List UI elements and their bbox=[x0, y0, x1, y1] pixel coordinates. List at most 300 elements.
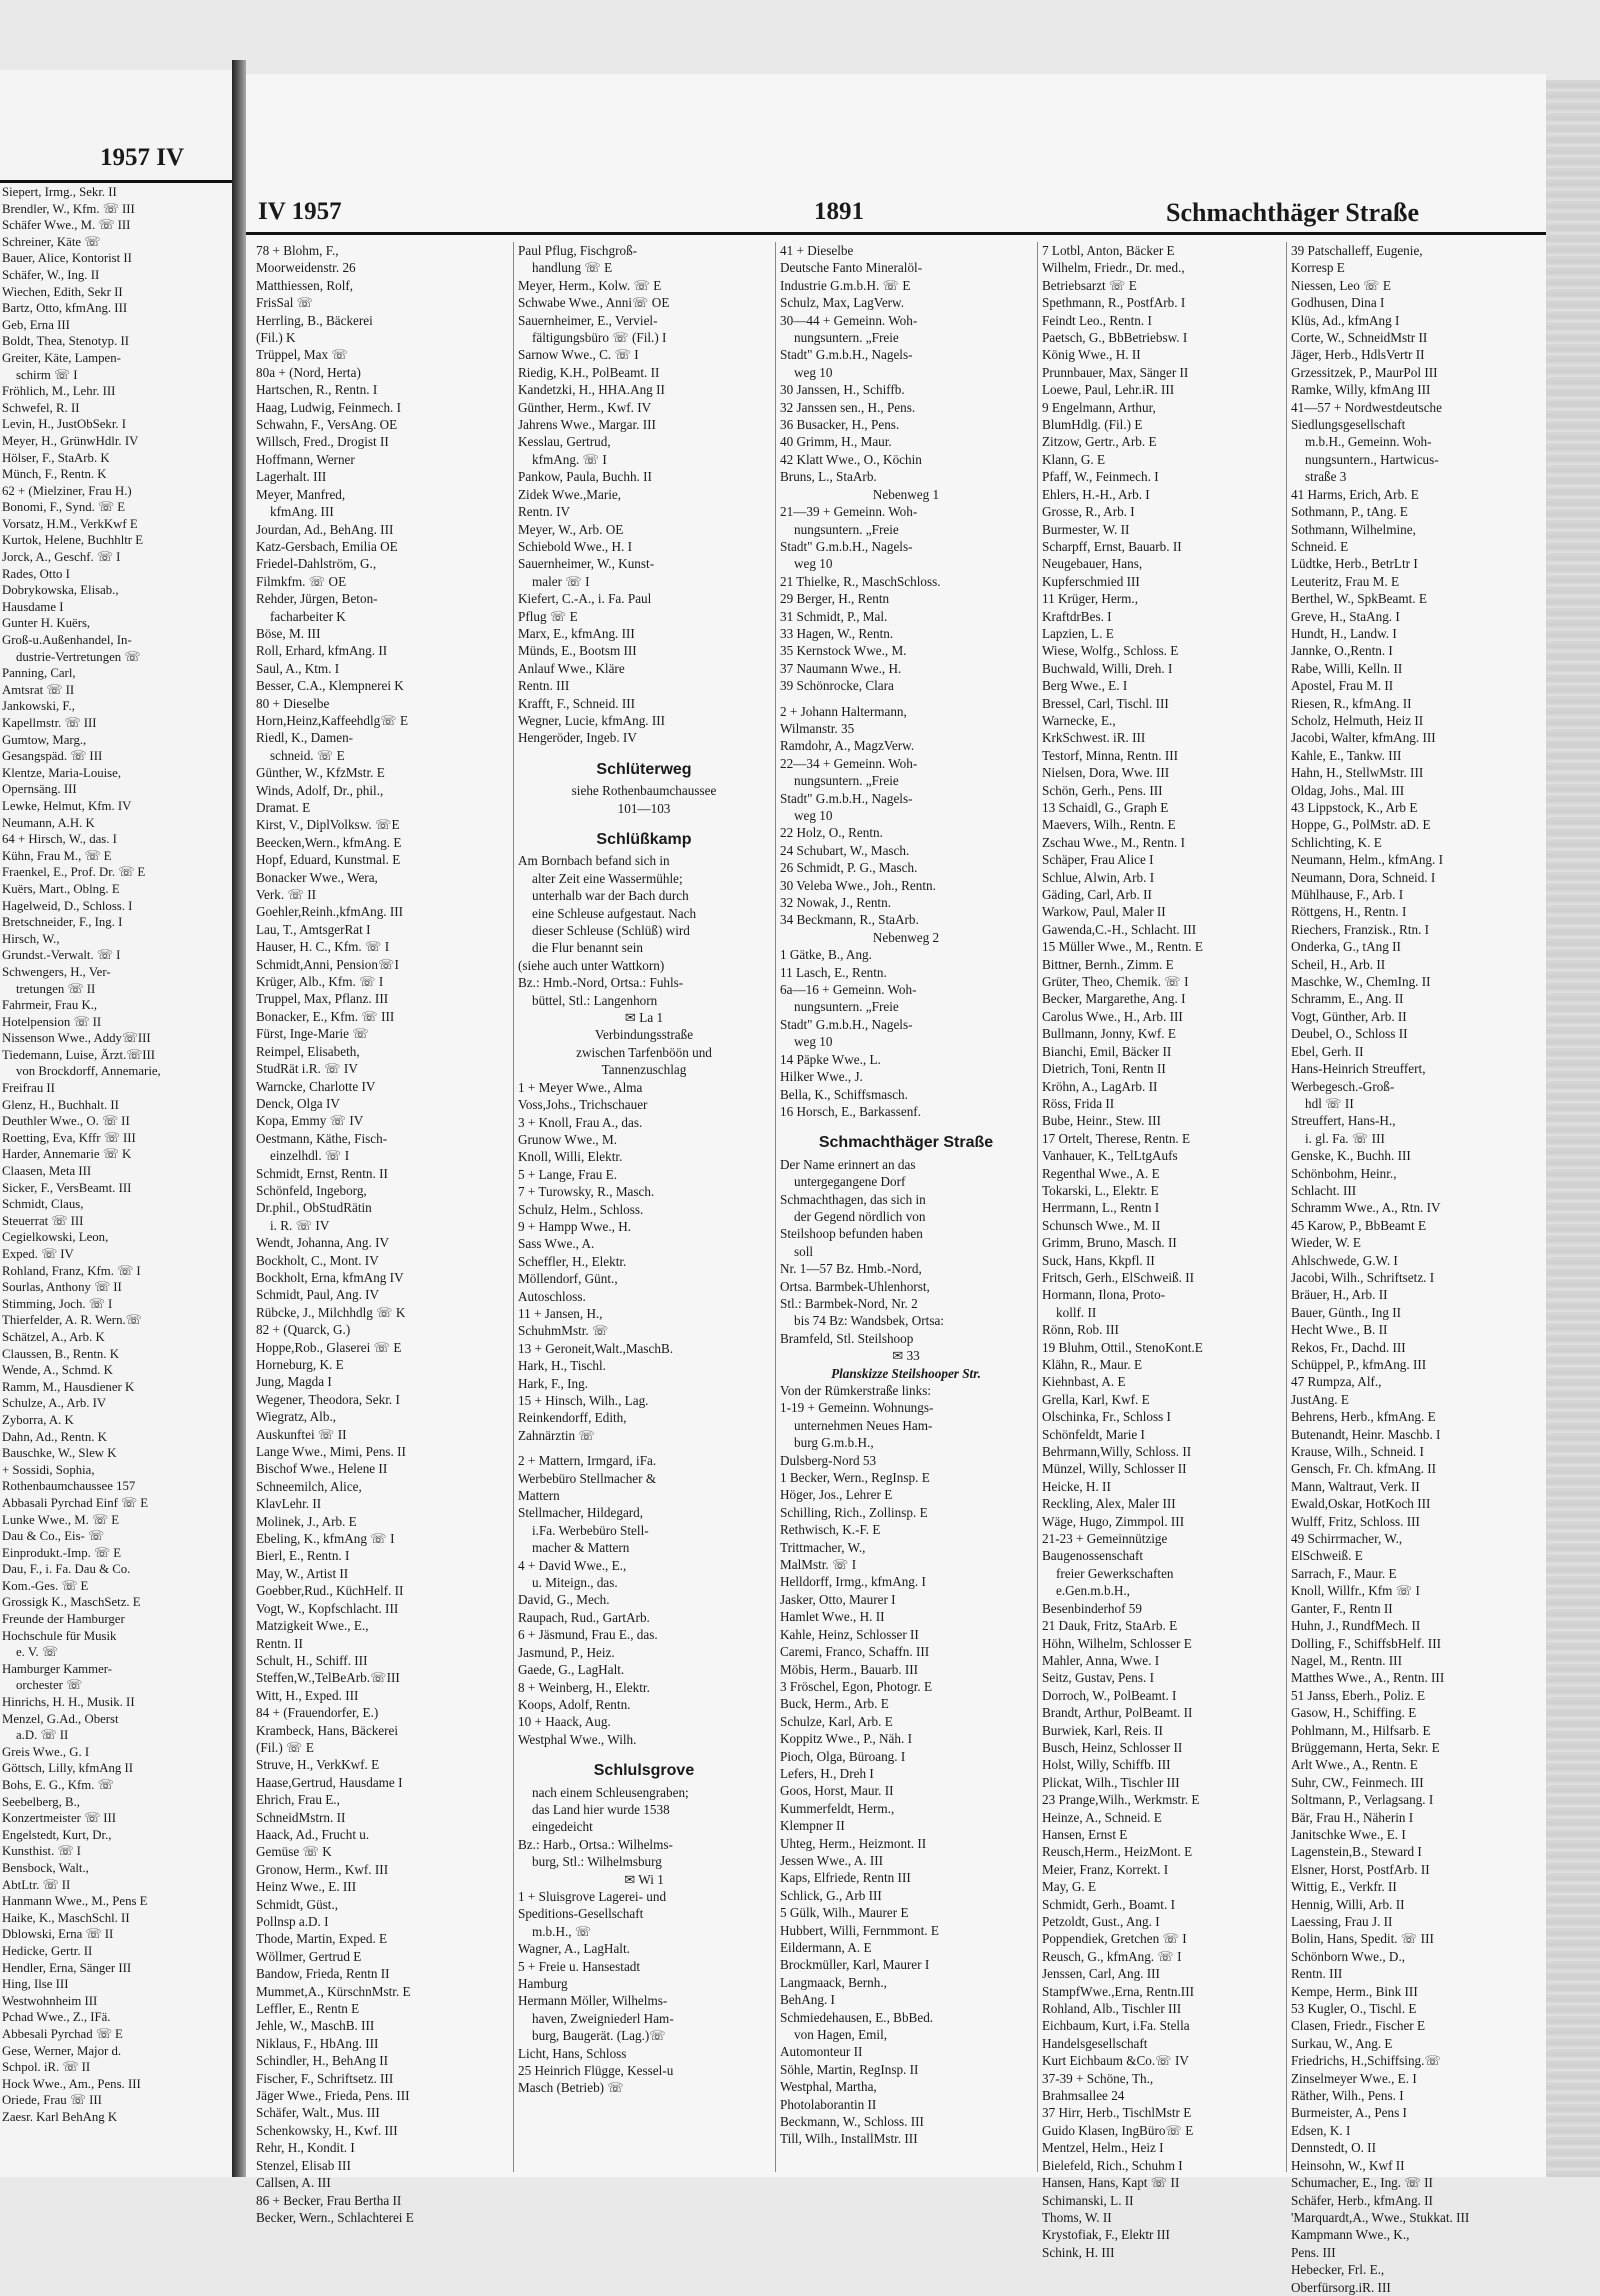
house-number-entry: 21—39 + Gemeinn. Woh- bbox=[780, 504, 918, 520]
resident-entry: Bonacker Wwe., Wera, bbox=[256, 869, 378, 885]
left-page-column bbox=[2, 184, 228, 2174]
resident-entry: Einprodukt.-Imp. ☏ E bbox=[2, 1545, 122, 1560]
resident-entry: Krause, Wilh., Schneid. I bbox=[1291, 1444, 1424, 1460]
resident-entry: Oldag, Johs., Mal. III bbox=[1291, 782, 1405, 798]
resident-entry: Hamburg bbox=[518, 1976, 568, 1991]
resident-entry: Auskunftei ☏ II bbox=[256, 1426, 347, 1442]
resident-entry: e. V. ☏ bbox=[16, 1645, 58, 1660]
resident-entry: Gunter H. Kuërs, bbox=[2, 616, 91, 631]
resident-entry: Niessen, Leo ☏ E bbox=[1291, 277, 1391, 293]
resident-entry: Becker, Margarethe, Ang. I bbox=[1042, 991, 1186, 1007]
resident-entry: Bz.: Harb., Ortsa.: Wilhelms- bbox=[518, 1836, 673, 1852]
resident-entry: Böse, M. III bbox=[256, 625, 321, 641]
resident-entry: Knoll, Willi, Elektr. bbox=[518, 1149, 623, 1165]
resident-entry: Wilmanstr. 35 bbox=[780, 720, 855, 736]
resident-entry: Räther, Wilh., Pens. I bbox=[1291, 2088, 1404, 2104]
resident-entry: Kummerfeldt, Herm., bbox=[780, 1800, 895, 1816]
resident-entry: Menzel, G.Ad., Oberst bbox=[2, 1711, 119, 1726]
resident-entry: Wende, A., Schmd. K bbox=[2, 1363, 113, 1378]
resident-entry: Behrens, Herb., kfmAng. E bbox=[1291, 1409, 1436, 1425]
resident-entry: Janitschke Wwe., E. I bbox=[1291, 1826, 1406, 1842]
resident-entry: Bräuer, H., Arb. II bbox=[1291, 1287, 1388, 1303]
house-number-entry: 53 Kugler, O., Tischl. E bbox=[1291, 2001, 1417, 2017]
resident-entry: Bullmann, Jonny, Kwf. E bbox=[1042, 1026, 1176, 1042]
resident-entry: Kaps, Elfriede, Rentn III bbox=[780, 1870, 911, 1886]
resident-entry: Schmidt, Paul, Ang. IV bbox=[256, 1287, 380, 1303]
resident-entry: Grunow Wwe., M. bbox=[518, 1131, 618, 1147]
resident-entry: Schwefel, R. II bbox=[2, 400, 80, 415]
resident-entry: Kunsthist. ☏ I bbox=[2, 1844, 81, 1859]
resident-entry: Rohland, Alb., Tischler III bbox=[1042, 2001, 1182, 2017]
resident-entry: Mentzel, Helm., Heiz I bbox=[1042, 2140, 1164, 2156]
resident-entry: Stellmacher, Hildegard, bbox=[518, 1505, 644, 1521]
house-number-entry: 80 + Dieselbe bbox=[256, 695, 330, 711]
section-gap bbox=[518, 1444, 770, 1452]
resident-entry: Oberfürsorg.iR. III bbox=[1291, 2279, 1391, 2295]
resident-entry: Rübcke, J., Milchhdlg ☏ K bbox=[256, 1304, 406, 1320]
resident-entry: Prunnbauer, Max, Sänger II bbox=[1042, 364, 1189, 380]
resident-entry: BlumHdlg. (Fil.) E bbox=[1042, 417, 1143, 433]
resident-entry: weg 10 bbox=[794, 1034, 833, 1050]
resident-entry: Roll, Erhard, kfmAng. II bbox=[256, 643, 388, 659]
resident-entry: Hausdame I bbox=[2, 599, 64, 614]
resident-entry: Wöllmer, Gertrud E bbox=[256, 1948, 362, 1964]
resident-entry: Cegielkowski, Leon, bbox=[2, 1230, 109, 1245]
resident-entry: Kandetzki, H., HHA.Ang II bbox=[518, 382, 665, 398]
resident-entry: von Hagen, Emil, bbox=[794, 2027, 888, 2043]
resident-entry: Seitz, Gustav, Pens. I bbox=[1042, 1670, 1154, 1686]
resident-entry: Nagel, M., Rentn. III bbox=[1291, 1652, 1402, 1668]
resident-entry: Heinz Wwe., E. III bbox=[256, 1879, 357, 1895]
resident-entry: Bolin, Hans, Spedit. ☏ III bbox=[1291, 1931, 1434, 1947]
resident-entry: Hengeröder, Ingeb. IV bbox=[518, 730, 637, 746]
resident-entry: ElSchweiß. E bbox=[1291, 1548, 1363, 1564]
house-number-entry: 1 Gätke, B., Ang. bbox=[780, 947, 872, 963]
resident-entry: Rehr, H., Kondit. I bbox=[256, 2140, 355, 2156]
resident-entry: 'Marquardt,A., Wwe., Stukkat. III bbox=[1291, 2209, 1470, 2225]
resident-entry: Nr. 1—57 Bz. Hmb.-Nord, bbox=[780, 1261, 922, 1277]
house-number-entry: 41 Harms, Erich, Arb. E bbox=[1291, 486, 1419, 502]
resident-entry: Bär, Frau H., Näherin I bbox=[1291, 1809, 1414, 1825]
resident-entry: Grimm, Bruno, Masch. II bbox=[1042, 1235, 1177, 1251]
resident-entry: Koops, Adolf, Rentn. bbox=[518, 1696, 631, 1712]
resident-entry: Schmiedehausen, E., BbBed. bbox=[780, 2009, 934, 2025]
resident-entry: Apostel, Frau M. II bbox=[1291, 678, 1394, 694]
resident-entry: Truppel, Max, Pflanz. III bbox=[256, 991, 389, 1007]
resident-entry: Bandow, Frieda, Rentn II bbox=[256, 1966, 390, 1982]
resident-entry: unternehmen Neues Ham- bbox=[794, 1417, 933, 1433]
resident-entry: Hansen, Hans, Kapt ☏ II bbox=[1042, 2175, 1180, 2191]
resident-entry: Steffen,W.,TelBeArb.☏III bbox=[256, 1670, 400, 1686]
resident-entry: SchuhmMstr. ☏ bbox=[518, 1323, 609, 1339]
resident-entry: Hanmann Wwe., M., Pens E bbox=[2, 1894, 148, 1909]
resident-entry: Lau, T., AmtsgerRat I bbox=[256, 921, 371, 937]
resident-entry: Thode, Martin, Exped. E bbox=[256, 1931, 388, 1947]
resident-entry: Stadt" G.m.b.H., Nagels- bbox=[780, 347, 913, 363]
house-number-entry: 78 + Blohm, F., bbox=[256, 243, 339, 258]
resident-entry: Brandt, Arthur, PolBeamt. II bbox=[1042, 1705, 1193, 1721]
house-number-entry: 64 + Hirsch, W., das. I bbox=[2, 832, 117, 847]
resident-entry: Grella, Karl, Kwf. E bbox=[1042, 1391, 1150, 1407]
resident-entry: Langmaack, Bernh., bbox=[780, 1974, 887, 1990]
resident-entry: Bartz, Otto, kfmAng. III bbox=[2, 301, 128, 316]
resident-entry: dieser Schleuse (Schlüß) wird bbox=[532, 923, 690, 939]
resident-entry: KraftdrBes. I bbox=[1042, 608, 1112, 624]
resident-entry: Lapzien, L. E bbox=[1042, 625, 1114, 641]
resident-entry: Vogt, Günther, Arb. II bbox=[1291, 1008, 1407, 1024]
resident-entry: Hamburger Kammer- bbox=[2, 1661, 113, 1676]
house-number-entry: 19 Bluhm, Ottil., StenoKont.E bbox=[1042, 1339, 1203, 1355]
resident-entry: Dennstedt, O. II bbox=[1291, 2140, 1376, 2156]
resident-entry: a.D. ☏ II bbox=[16, 1728, 69, 1743]
resident-entry: bis 74 Bz: Wandsbek, Ortsa: bbox=[794, 1313, 944, 1329]
resident-entry: Greve, H., StaAng. I bbox=[1291, 608, 1400, 624]
resident-entry: Testorf, Minna, Rentn. III bbox=[1042, 747, 1179, 763]
house-number-entry: 15 Müller Wwe., M., Rentn. E bbox=[1042, 939, 1203, 955]
resident-entry: Gaede, G., LagHalt. bbox=[518, 1662, 625, 1678]
resident-entry: Reckling, Alex, Maler III bbox=[1042, 1496, 1176, 1512]
resident-entry: Dolling, F., SchiffsbHelf. III bbox=[1291, 1635, 1441, 1651]
resident-entry: Rentn. II bbox=[256, 1635, 303, 1651]
resident-entry: Jannke, O.,Rentn. I bbox=[1291, 643, 1393, 659]
resident-entry: Höhn, Wilhelm, Schlosser E bbox=[1042, 1635, 1192, 1651]
house-number-entry: 15 + Hinsch, Wilh., Lag. bbox=[518, 1393, 649, 1408]
resident-entry: Spethmann, R., PostfArb. I bbox=[1042, 295, 1186, 311]
street-note: Nebenweg 1 bbox=[872, 486, 940, 502]
resident-entry: Hoppe, G., PolMstr. aD. E bbox=[1291, 817, 1431, 833]
resident-entry: Abbesali Pyrchad ☏ E bbox=[2, 2026, 123, 2041]
resident-entry: Dietrich, Toni, Rentn II bbox=[1042, 1061, 1166, 1077]
resident-entry: Besser, C.A., Klempnerei K bbox=[256, 678, 404, 694]
house-number-entry: 82 + (Quarck, G.) bbox=[256, 1322, 351, 1338]
resident-entry: Dramat. E bbox=[256, 800, 311, 815]
resident-entry: Jessen Wwe., A. III bbox=[780, 1852, 884, 1868]
resident-entry: Hark, H., Tischl. bbox=[518, 1358, 606, 1374]
column-divider-2 bbox=[775, 242, 776, 2172]
resident-entry: Hölser, F., StaArb. K bbox=[2, 450, 110, 465]
resident-entry: Gronow, Herm., Kwf. III bbox=[256, 1861, 389, 1877]
resident-entry: haven, Zweigniederl Ham- bbox=[532, 2010, 674, 2026]
resident-entry: Klähn, R., Maur. E bbox=[1042, 1357, 1142, 1372]
resident-entry: Speditions-Gesellschaft bbox=[518, 1906, 644, 1922]
resident-entry: Bensbock, Walt., bbox=[2, 1860, 89, 1875]
street-note: Nebenweg 2 bbox=[872, 929, 940, 945]
resident-entry: von Brockdorff, Annemarie, bbox=[16, 1064, 161, 1079]
resident-entry: Hermann Möller, Wilhelms- bbox=[518, 1993, 668, 2009]
resident-entry: Rethwisch, K.-F. E bbox=[780, 1522, 881, 1538]
house-number-entry: 84 + (Frauendorfer, E.) bbox=[256, 1705, 379, 1721]
resident-entry: Neugebauer, Hans, bbox=[1042, 556, 1143, 572]
resident-entry: Kröhn, A., LagArb. II bbox=[1042, 1078, 1158, 1094]
resident-entry: Nielsen, Dora, Wwe. III bbox=[1042, 765, 1170, 781]
resident-entry: Thierfelder, A. R. Wern.☏ bbox=[2, 1313, 142, 1328]
resident-entry: Haag, Ludwig, Feinmech. I bbox=[256, 399, 402, 415]
resident-entry: burg G.m.b.H., bbox=[794, 1435, 874, 1451]
resident-entry: Gumtow, Marg., bbox=[2, 732, 87, 747]
resident-entry: Goos, Horst, Maur. II bbox=[780, 1783, 894, 1799]
resident-entry: Ewald,Oskar, HotKoch III bbox=[1291, 1496, 1431, 1512]
left-page bbox=[0, 70, 232, 2177]
resident-entry: Dblowski, Erna ☏ II bbox=[2, 1927, 114, 1942]
resident-entry: m.b.H., Gemeinn. Woh- bbox=[1305, 434, 1432, 450]
street-note: Verbindungsstraße bbox=[594, 1027, 694, 1043]
resident-entry: Bramfeld, Stl. Steilshoop bbox=[780, 1330, 914, 1346]
resident-entry: Fritsch, Gerh., ElSchweiß. II bbox=[1042, 1269, 1194, 1285]
resident-entry: Vanhauer, K., TelLtgAufs bbox=[1042, 1148, 1178, 1164]
resident-entry: Dahn, Ad., Rentn. K bbox=[2, 1429, 107, 1444]
house-number-entry: 25 Heinrich Flügge, Kessel-u bbox=[518, 2063, 674, 2079]
resident-entry: Lefers, H., Dreh I bbox=[780, 1765, 874, 1781]
resident-entry: nungsuntern. „Freie bbox=[794, 999, 899, 1015]
resident-entry: Dulsberg-Nord 53 bbox=[780, 1452, 877, 1468]
resident-entry: Feindt Leo., Rentn. I bbox=[1042, 312, 1152, 328]
resident-entry: Neumann, A.H. K bbox=[2, 815, 95, 830]
house-number-entry: 37-39 + Schöne, Th., bbox=[1042, 2070, 1154, 2086]
house-number-entry: 80a + (Nord, Herta) bbox=[256, 364, 361, 380]
resident-entry: kfmAng. III bbox=[270, 504, 334, 520]
resident-entry: Vorsatz, H.M., VerkKwf E bbox=[2, 516, 138, 531]
house-number-entry: 3 + Knoll, Frau A., das. bbox=[518, 1114, 643, 1130]
section-gap bbox=[780, 695, 1032, 703]
resident-entry: Lüdtke, Herb., BetrLtr I bbox=[1291, 556, 1418, 572]
resident-entry: Stadt" G.m.b.H., Nagels- bbox=[780, 1016, 913, 1032]
house-number-entry: 49 Schirrmacher, W., bbox=[1291, 1531, 1403, 1547]
resident-entry: Hans-Heinrich Streuffert, bbox=[1291, 1061, 1426, 1077]
resident-entry: Fürst, Inge-Marie ☏ bbox=[256, 1026, 369, 1042]
resident-entry: Fischer, F., Schriftsetz. III bbox=[256, 2070, 394, 2086]
resident-entry: Paul Pflug, Fischgroß- bbox=[518, 243, 638, 258]
resident-entry: Grüter, Theo, Chemik. ☏ I bbox=[1042, 974, 1189, 990]
resident-entry: Scholz, Helmuth, Heiz II bbox=[1291, 712, 1424, 728]
resident-entry: Bauer, Günth., Ing II bbox=[1291, 1304, 1402, 1320]
resident-entry: Matthes Wwe., A., Rentn. III bbox=[1291, 1670, 1445, 1686]
resident-entry: Westphal Wwe., Wilh. bbox=[518, 1731, 637, 1747]
resident-entry: Hubbert, Willi, Fernmmont. E bbox=[780, 1922, 939, 1938]
resident-entry: Schäper, Frau Alice I bbox=[1042, 852, 1154, 868]
resident-entry: Schmidt, Ernst, Rentn. II bbox=[256, 1165, 388, 1181]
resident-entry: Sothmann, Wilhelmine, bbox=[1291, 521, 1416, 537]
street-note: siehe Rothenbaumchaussee bbox=[571, 783, 717, 799]
resident-entry: Matzigkeit Wwe., E., bbox=[256, 1618, 369, 1634]
resident-entry: Matthiessen, Rolf, bbox=[256, 277, 354, 293]
resident-entry: Friedel-Dahlström, G., bbox=[256, 556, 377, 572]
resident-entry: Hilker Wwe., J. bbox=[780, 1069, 863, 1085]
resident-entry: Kahle, Heinz, Schlosser II bbox=[780, 1626, 919, 1642]
resident-entry: weg 10 bbox=[794, 556, 833, 572]
resident-entry: Bauer, Alice, Kontorist II bbox=[2, 251, 132, 266]
resident-entry: Exped. ☏ IV bbox=[2, 1247, 74, 1261]
resident-entry: Zitzow, Gertr., Arb. E bbox=[1042, 434, 1157, 450]
resident-entry: AbtLtr. ☏ II bbox=[2, 1877, 71, 1892]
resident-entry: Pflug ☏ E bbox=[518, 608, 578, 624]
resident-entry: Schwengers, H., Ver- bbox=[2, 964, 111, 979]
resident-entry: Schäfer Wwe., M. ☏ III bbox=[2, 218, 131, 233]
resident-entry: Brüggemann, Herta, Sekr. E bbox=[1291, 1739, 1440, 1755]
resident-entry: Warncke, Charlotte IV bbox=[256, 1078, 376, 1094]
resident-entry: Schneid. E bbox=[1291, 538, 1349, 554]
street-note: zwischen Tarfenböön und bbox=[576, 1044, 712, 1060]
resident-entry: KrkSchwest. iR. III bbox=[1042, 730, 1146, 746]
resident-entry: David, G., Mech. bbox=[518, 1592, 610, 1608]
house-number-entry: 39 Schönrocke, Clara bbox=[780, 678, 894, 694]
resident-entry: Harder, Annemarie ☏ K bbox=[2, 1147, 132, 1162]
resident-entry: tretungen ☏ II bbox=[16, 981, 96, 996]
resident-entry: Saul, A., Ktm. I bbox=[256, 660, 340, 676]
resident-entry: Wäge, Hugo, Zimmpol. III bbox=[1042, 1513, 1185, 1529]
resident-entry: SchneidMstrn. II bbox=[256, 1809, 346, 1825]
resident-entry: Jenssen, Carl, Ang. III bbox=[1042, 1966, 1160, 1982]
resident-entry: Schulze, A., Arb. IV bbox=[2, 1396, 107, 1411]
resident-entry: Abbasali Pyrchad Einf ☏ E bbox=[2, 1495, 149, 1510]
resident-entry: der Gegend nördlich von bbox=[794, 1208, 926, 1224]
resident-entry: Horn,Heinz,Kaffeehdlg☏ E bbox=[256, 712, 409, 728]
resident-entry: nungsuntern. „Freie bbox=[794, 521, 899, 537]
resident-entry: Sauernheimer, W., Kunst- bbox=[518, 556, 655, 572]
directory-column-3 bbox=[780, 242, 1032, 2172]
resident-entry: Regenthal Wwe., A. E bbox=[1042, 1165, 1160, 1181]
resident-entry: Schulz, Max, LagVerw. bbox=[780, 295, 905, 311]
house-number-entry: 32 Janssen sen., H., Pens. bbox=[780, 399, 916, 415]
resident-entry: Buck, Herm., Arb. E bbox=[780, 1696, 889, 1712]
resident-entry: Fröhlich, M., Lehr. III bbox=[2, 384, 116, 399]
house-number-entry: 5 + Freie u. Hansestadt bbox=[518, 1958, 641, 1974]
resident-entry: Niklaus, F., HbAng. III bbox=[256, 2035, 379, 2051]
resident-entry: Bielefeld, Rich., Schuhm I bbox=[1042, 2157, 1183, 2173]
resident-entry: Meyer, Herm., Kolw. ☏ E bbox=[518, 277, 662, 293]
resident-entry: Jacobi, Wilh., Schriftsetz. I bbox=[1291, 1269, 1435, 1285]
resident-entry: Wiese, Wolfg., Schloss. E bbox=[1042, 643, 1179, 659]
resident-entry: weg 10 bbox=[794, 364, 833, 380]
resident-entry: Bella, K., Schiffsmasch. bbox=[780, 1086, 908, 1102]
resident-entry: Claasen, Meta III bbox=[2, 1164, 92, 1179]
house-number-entry: 62 + (Mielziner, Frau H.) bbox=[2, 483, 132, 498]
resident-entry: Kahle, E., Tankw. III bbox=[1291, 747, 1402, 763]
section-gap bbox=[518, 817, 770, 825]
resident-entry: Freunde der Hamburger bbox=[2, 1612, 125, 1627]
resident-entry: Pfaff, W., Feinmech. I bbox=[1042, 469, 1159, 485]
resident-entry: Stadt" G.m.b.H., Nagels- bbox=[780, 790, 913, 806]
resident-entry: Schmachthagen, das sich in bbox=[780, 1191, 926, 1207]
resident-entry: hdl ☏ II bbox=[1305, 1095, 1354, 1111]
resident-entry: weg 10 bbox=[794, 808, 833, 823]
resident-entry: Zahnärztin ☏ bbox=[518, 1427, 595, 1443]
resident-entry: Suck, Hans, Kkpfl. II bbox=[1042, 1252, 1155, 1268]
house-number-entry: 34 Beckmann, R., StaArb. bbox=[780, 912, 919, 928]
column-divider-4 bbox=[1286, 242, 1287, 2172]
resident-entry: Schilling, Rich., Zollinsp. E bbox=[780, 1504, 928, 1520]
resident-entry: Westphal, Martha, bbox=[780, 2079, 877, 2095]
resident-entry: Beecken,Wern., kfmAng. E bbox=[256, 834, 402, 850]
resident-entry: Beckmann, W., Schloss. III bbox=[780, 2114, 924, 2130]
resident-entry: Pchad Wwe., Z., IFä. bbox=[2, 2010, 111, 2025]
resident-entry: Wendt, Johanna, Ang. IV bbox=[256, 1235, 389, 1251]
house-number-entry: 1 Becker, Wern., RegInsp. E bbox=[780, 1470, 930, 1486]
resident-entry: Schön, Gerh., Pens. III bbox=[1042, 782, 1163, 798]
resident-entry: Autoschloss. bbox=[518, 1288, 586, 1304]
house-number-entry: 5 + Lange, Frau E. bbox=[518, 1166, 617, 1182]
resident-entry: Reimpel, Elisabeth, bbox=[256, 1043, 360, 1059]
resident-entry: Warkow, Paul, Maler II bbox=[1042, 904, 1166, 920]
house-number-entry: 6 + Jäsmund, Frau E., das. bbox=[518, 1627, 658, 1643]
resident-entry: nungsuntern., Hartwicus- bbox=[1305, 451, 1439, 467]
resident-entry: Oestmann, Käthe, Fisch- bbox=[256, 1130, 388, 1146]
house-number-entry: 32 Nowak, J., Rentn. bbox=[780, 895, 891, 911]
directory-column-4 bbox=[1042, 242, 1282, 2260]
resident-entry: orchester ☏ bbox=[16, 1678, 83, 1693]
resident-entry: Molinek, J., Arb. E bbox=[256, 1513, 357, 1529]
resident-entry: Krüger, Alb., Kfm. ☏ I bbox=[256, 974, 384, 990]
street-note: ✉ Wi 1 bbox=[624, 1871, 664, 1887]
resident-entry: burg, Stl.: Wilhelmsburg bbox=[532, 1854, 662, 1870]
resident-entry: Kiehnbast, A. E bbox=[1042, 1374, 1126, 1390]
left-header-rule bbox=[0, 180, 232, 183]
resident-entry: Leuteritz, Frau M. E bbox=[1291, 573, 1400, 589]
resident-entry: Heicke, H. II bbox=[1042, 1478, 1111, 1494]
resident-entry: Ortsa. Barmbek-Uhlenhorst, bbox=[780, 1278, 930, 1294]
resident-entry: Behrmann,Willy, Schloss. II bbox=[1042, 1444, 1192, 1460]
resident-entry: Panning, Carl, bbox=[2, 666, 76, 681]
resident-entry: Schönfeldt, Marie I bbox=[1042, 1426, 1145, 1442]
resident-entry: Jehle, W., MaschB. III bbox=[256, 2018, 375, 2034]
resident-entry: einzelhdl. ☏ I bbox=[270, 1148, 350, 1164]
resident-entry: Schwabe Wwe., Anni☏ OE bbox=[518, 295, 670, 311]
resident-entry: FrisSal ☏ bbox=[256, 295, 314, 311]
resident-entry: Boldt, Thea, Stenotyp. II bbox=[2, 334, 130, 349]
resident-entry: Marx, E., kfmAng. III bbox=[518, 625, 635, 641]
resident-entry: Mühlhause, F., Arb. I bbox=[1291, 887, 1404, 903]
resident-entry: Wiegratz, Alb., bbox=[256, 1409, 337, 1425]
resident-entry: Rades, Otto I bbox=[2, 566, 70, 581]
resident-entry: Engelstedt, Kurt, Dr., bbox=[2, 1827, 112, 1842]
resident-entry: Dau, F., i. Fa. Dau & Co. bbox=[2, 1562, 131, 1577]
resident-entry: Gäding, Carl, Arb. II bbox=[1042, 887, 1152, 903]
resident-entry: Rönn, Rob. III bbox=[1042, 1322, 1119, 1338]
house-number-entry: 29 Berger, H., Rentn bbox=[780, 591, 890, 607]
resident-entry: Jahrens Wwe., Margar. III bbox=[518, 417, 656, 433]
resident-entry: Hendler, Erna, Sänger III bbox=[2, 1960, 132, 1975]
resident-entry: Moorweidenstr. 26 bbox=[256, 260, 356, 276]
resident-entry: macher & Mattern bbox=[532, 1540, 630, 1556]
resident-entry: facharbeiter K bbox=[270, 608, 346, 624]
resident-entry: Vogt, W., Kopfschlacht. III bbox=[256, 1600, 399, 1616]
resident-entry: Möbis, Herm., Bauarb. III bbox=[780, 1661, 919, 1677]
resident-entry: Rohland, Franz, Kfm. ☏ I bbox=[2, 1263, 141, 1278]
resident-entry: Schäfer, Walt., Mus. III bbox=[256, 2105, 380, 2121]
resident-entry: Schunsch Wwe., M. II bbox=[1042, 1217, 1161, 1233]
resident-entry: Schimanski, L. II bbox=[1042, 2192, 1134, 2208]
resident-entry: Jung, Magda I bbox=[256, 1374, 332, 1390]
resident-entry: Günther, W., KfzMstr. E bbox=[256, 765, 385, 781]
resident-entry: Schpol. iR. ☏ II bbox=[2, 2060, 91, 2075]
resident-entry: Neumann, Helm., kfmAng. I bbox=[1291, 852, 1443, 868]
resident-entry: Schenkowsky, H., Kwf. III bbox=[256, 2122, 398, 2138]
house-number-entry: 1-19 + Gemeinn. Wohnungs- bbox=[780, 1400, 934, 1416]
resident-entry: Mattern bbox=[518, 1488, 560, 1504]
resident-entry: Wulff, Fritz, Schloss. III bbox=[1291, 1513, 1420, 1529]
resident-entry: Stl.: Barmbek-Nord, Nr. 2 bbox=[780, 1295, 918, 1311]
resident-entry: Hedicke, Gertr. II bbox=[2, 1943, 93, 1958]
resident-entry: Hochschule für Musik bbox=[2, 1628, 117, 1643]
resident-entry: Gemüse ☏ K bbox=[256, 1844, 332, 1860]
resident-entry: Gasow, H., Schiffing. E bbox=[1291, 1705, 1417, 1721]
resident-entry: Bockholt, Erna, kfmAng IV bbox=[256, 1269, 404, 1285]
resident-entry: Till, Wilh., InstallMstr. III bbox=[780, 2131, 918, 2147]
resident-entry: Zinselmeyer Wwe., E. I bbox=[1291, 2070, 1417, 2086]
house-number-entry: 22—34 + Gemeinn. Woh- bbox=[780, 755, 918, 771]
resident-entry: Grossigk K., MaschSetz. E bbox=[2, 1595, 141, 1610]
resident-entry: Meyer, W., Arb. OE bbox=[518, 521, 624, 537]
resident-entry: Hinrichs, H. H., Musik. II bbox=[2, 1695, 135, 1710]
